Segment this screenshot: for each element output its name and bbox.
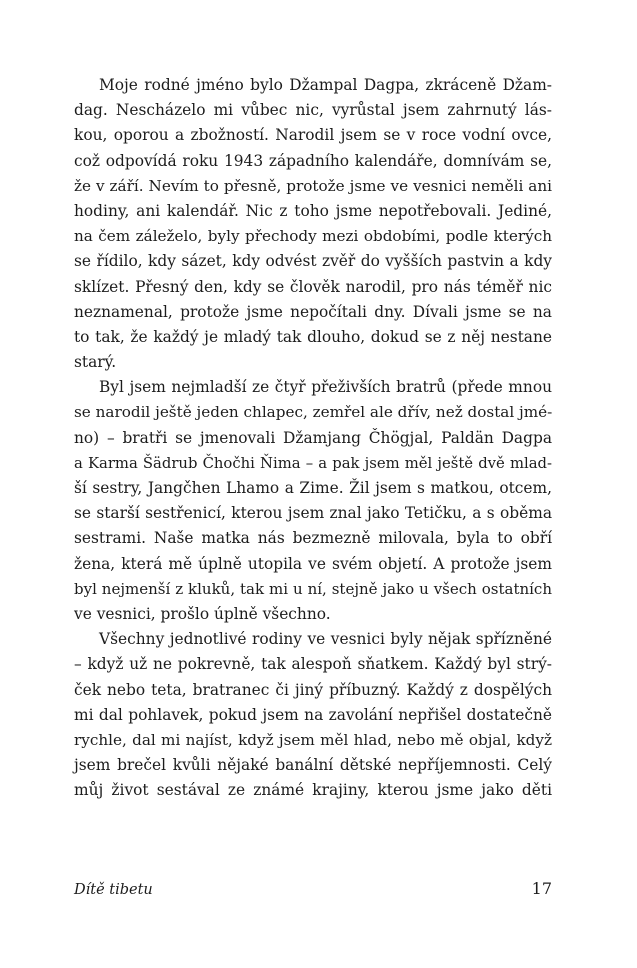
text-line: to tak, že každý je mladý tak dlouho, dokud se z něj nestane (74, 327, 552, 346)
text-line: a Karma Šädrub Čhočhi Ňima – a pak jsem měl ještě dvě mlad- (74, 454, 552, 472)
text-line: sestrami. Naše matka nás bezmezně milovala, byla to obří (74, 529, 552, 548)
text-line: že v září. Nevím to přesně, protože jsme ve vesnici neměli ani (74, 176, 552, 195)
text-line: ve vesnici, prošlo úplně všechno. (74, 604, 331, 623)
text-line: kou, oporou a zbožností. Narodil jsem se v roce vodní ovce, (74, 126, 552, 145)
paragraph-3 (74, 627, 552, 803)
text-line: na čem záleželo, byly přechody mezi obdobími, podle kterých (74, 227, 552, 246)
text-line: se řídilo, kdy sázet, kdy odvést zvěř do vyšších pastvin a kdy (74, 252, 552, 271)
paragraph-1 (74, 73, 552, 375)
page-number: 17 (531, 879, 552, 898)
text-line: ček nebo teta, bratranec či jiný příbuzný. Každý z dospělých (74, 680, 552, 699)
text-line: no) – bratři se jmenovali Džamjang Čhögjal, Paldän Dagpa (74, 428, 552, 447)
text-line: – když už ne pokrevně, tak alespoň sňatkem. Každý byl strý- (74, 655, 552, 674)
running-footer-book-title: Dítě tibetu (74, 882, 153, 898)
text-line: žena, která mě úplně utopila ve svém objetí. A protože jsem (74, 554, 552, 573)
body-text (74, 73, 552, 803)
text-line: což odpovídá roku 1943 západního kalendáře, domnívám se, (74, 151, 552, 170)
text-line: dag. Nescházelo mi vůbec nic, vyrůstal jsem zahrnutý lás- (74, 101, 552, 120)
text-line: jsem brečel kvůli nějaké banální dětské nepříjemnosti. Celý (74, 756, 552, 775)
text-line: neznamenal, protože jsme nepočítali dny. Dívali jsme se na (74, 302, 552, 321)
text-line: můj život sestával ze známé krajiny, kterou jsme jako děti (74, 781, 552, 800)
text-line: Všechny jednotlivé rodiny ve vesnici byly nějak spřízněné (99, 630, 552, 649)
text-line: sklízet. Přesný den, kdy se člověk narodil, pro nás téměř nic (74, 277, 552, 296)
text-line: ší sestry, Jangčhen Lhamo a Zime. Žil jsem s matkou, otcem, (74, 479, 552, 497)
text-line: Moje rodné jméno bylo Džampal Dagpa, zkráceně Džam- (99, 76, 552, 94)
paragraph-2 (74, 375, 552, 627)
text-line: starý. (74, 353, 117, 372)
text-line: se narodil ještě jeden chlapec, zemřel ale dřív, než dostal jmé- (74, 403, 553, 422)
text-line: se starší sestřenicí, kterou jsem znal jako Tetičku, a s oběma (74, 504, 552, 523)
text-line: mi dal pohlavek, pokud jsem na zavolání nepřišel dostatečně (74, 705, 552, 724)
text-line: byl nejmenší z kluků, tak mi u ní, stejně jako u všech ostatních (74, 579, 552, 598)
text-line: hodiny, ani kalendář. Nic z toho jsme nepotřebovali. Jediné, (74, 201, 552, 220)
text-line: rychle, dal mi najíst, když jsem měl hlad, nebo mě objal, když (74, 730, 552, 749)
text-line: Byl jsem nejmladší ze čtyř přeživších bratrů (přede mnou (99, 378, 552, 397)
